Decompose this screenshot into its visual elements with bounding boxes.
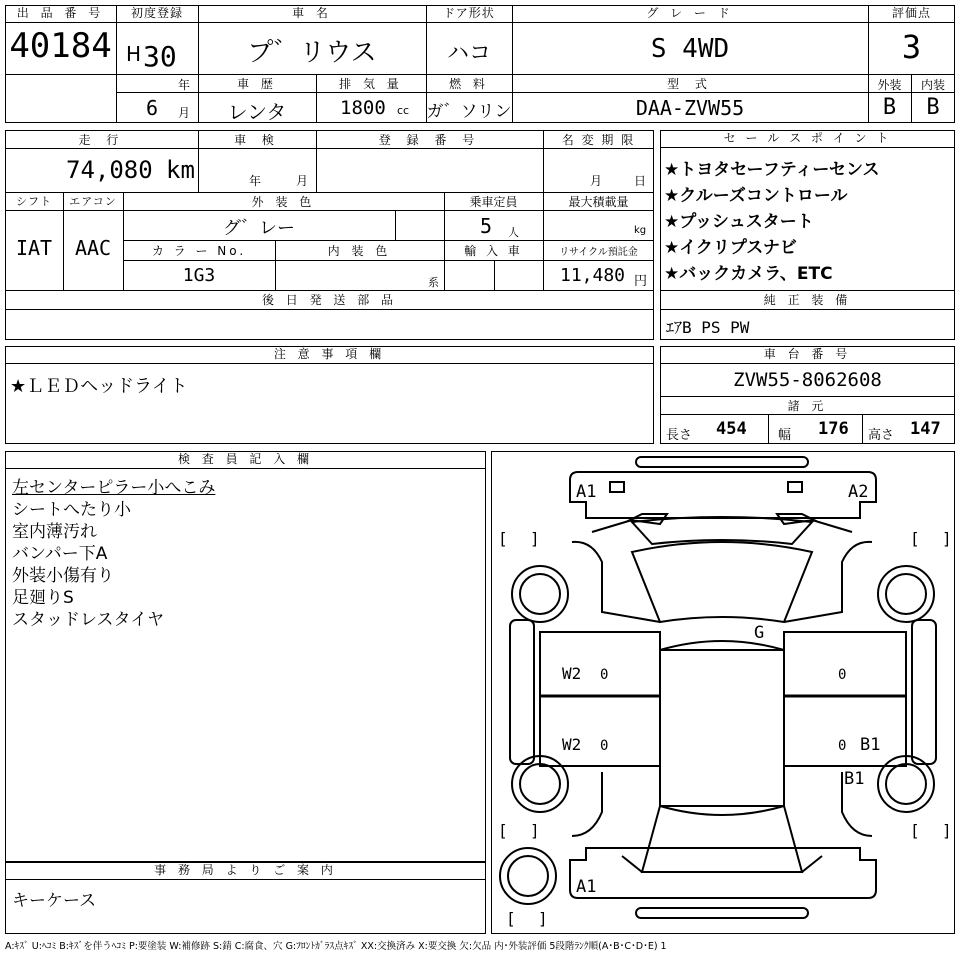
car-diagram-svg [492,452,954,933]
interior-color-unit: 系 [428,276,439,289]
inspector-note: 外装小傷有り [12,566,114,586]
diagram-label-a1-front: A1 [576,482,597,502]
displacement-unit: cc [397,104,410,117]
notes-label: 注 意 事 項 欄 [5,346,654,364]
name-change-label: 名 変 期 限 [561,133,636,147]
inspector-note: バンパー下A [12,544,108,564]
model: DAA-ZVW55 [635,96,745,120]
load-unit: kg [634,225,647,236]
office-label: 事 務 局 よ り ご 案 内 [5,862,486,880]
recycle-unit: 円 [634,274,648,289]
color-number: 1G3 [182,265,216,286]
sales-point: ★プッシュスタート [664,212,814,232]
name-change-month-unit: 月 [590,174,603,188]
inspector-note: 室内薄汚れ [12,522,97,542]
max-load-label: 最大積載量 [568,195,629,209]
inspection-year-unit: 年 [249,174,262,188]
year-unit: 年 [178,78,191,92]
score-label: 評価点 [868,5,955,23]
exterior-color: グ゛レー [223,218,295,239]
inspector-note: 足廻りS [12,588,74,608]
equipment: ｴｱB PS PW [666,318,750,337]
chassis-number-label: 車 台 番 号 [660,346,955,364]
exterior-color-label: 外 装 色 [251,195,316,209]
notes: ★ＬＥＤヘッドライト [10,376,188,397]
month-unit: 月 [178,106,191,120]
diagram-bracket-close: ] [530,529,540,548]
length-label: 長さ [666,428,693,443]
shift-type: IAT [15,236,53,260]
damage-diagram [491,451,955,934]
diagram-bracket-open: [ [506,909,516,928]
import-label: 輸 入 車 [464,244,523,258]
displacement: 1800 [340,97,386,119]
mileage-label: 走 行 [78,133,125,147]
inspector-note: 左センターピラー小へこみ [12,478,216,498]
inspector-notes [12,473,482,630]
fuel-label: 燃 料 [449,77,489,91]
color-number-label: カ ラ ー No. [151,244,247,258]
displacement-label: 排 気 量 [339,77,403,91]
diagram-label-zero-right-front-door: 0 [838,667,847,683]
shift-label: シフト [16,195,52,208]
grade: S 4WD [650,34,730,64]
era-letter: H [126,42,142,66]
interior-grade-label: 内装 [920,78,945,92]
diagram-label-zero-left-front-door: 0 [600,667,609,683]
diagram-bracket-open: [ [498,821,508,840]
recycle-fee: 11,480 [560,265,626,286]
diagram-label-zero-left-rear-door: 0 [600,738,609,754]
sales-point: ★バックカメラ、ETC [664,264,833,284]
mileage: 74,080 [66,156,153,184]
interior-grade: B [926,95,940,120]
diagram-label-w2-left-front-door: W2 [562,664,582,683]
sales-point: ★イクリプスナビ [664,238,797,258]
diagram-bracket-close: ] [942,529,952,548]
later-parts-label: 後 日 発 送 部 品 [261,293,398,307]
history-label: 車 歴 [237,77,277,91]
diagram-label-b1-right-rear-door: B1 [860,735,881,755]
sales-points-list [664,155,954,285]
ac-label: エアコン [69,195,117,208]
diagram-label-a2-front: A2 [848,482,869,502]
lot-number-label: 出 品 番 号 [5,5,116,23]
registration-year: 30 [143,40,177,73]
inspector-note: シートへたり小 [12,500,131,520]
history: レンタ [227,100,287,124]
diagram-label-a1-rear: A1 [576,877,597,897]
length: 454 [716,419,747,439]
capacity-unit: 人 [508,226,519,239]
name-change-day-unit: 日 [634,174,647,188]
inspection-label: 車 検 [234,133,280,147]
diagram-label-g-roof: G [754,623,765,643]
car-name-label: 車 名 [198,5,426,23]
specs-label: 諸 元 [787,399,828,413]
width-label: 幅 [778,428,792,443]
mileage-unit: km [166,156,195,184]
ac-type: AAC [74,236,112,260]
diagram-label-b1-right-rear-fender: B1 [844,769,865,789]
diagram-bracket-close: ] [538,909,548,928]
exterior-grade-label: 外装 [877,78,902,92]
sales-points-label: セ ー ル ス ポ イ ン ト [660,130,955,148]
diagram-label-zero-right-rear-door: 0 [838,738,847,754]
office-note: キーケース [12,891,97,911]
height-label: 高さ [868,428,895,443]
lot-number: 40184 [9,26,112,66]
capacity: 5 [480,214,493,238]
recycle-label: リサイクル預託金 [559,247,638,258]
exterior-grade: B [882,95,897,120]
legend: A:ｷｽﾞ U:ﾍｺﾐ B:ｷｽﾞを伴うﾍｺﾐ P:要塗装 W:補修跡 S:錆 C:腐食、穴 G:ﾌﾛﾝﾄｶﾞﾗｽ点ｷｽﾞ XX:交換済み X:要交換 欠:欠品 内･外装評価 5段階ﾗﾝｸ順(A･B･C･D･E) 1 [5,941,667,952]
first-registration-label: 初度登録 [116,5,198,23]
inspection-month-unit: 月 [296,174,309,188]
chassis-number: ZVW55-8062608 [733,369,882,391]
diagram-bracket-open: [ [498,529,508,548]
sales-point: ★クルーズコントロール [664,186,848,206]
diagram-bracket-close: ] [530,821,540,840]
door-type: ハコ [446,41,491,66]
width: 176 [818,419,849,439]
height: 147 [910,419,941,439]
sales-point: ★トヨタセーフティーセンス [664,160,880,180]
inspector-label: 検 査 員 記 入 欄 [5,451,486,469]
registration-month: 6 [146,96,159,120]
score: 3 [901,28,922,66]
registration-number-label: 登 録 番 号 [378,133,481,147]
car-name: プ゛リウス [247,38,377,68]
fuel: ガ゛ソリン [426,102,512,122]
grade-label: グ レ ー ド [512,5,868,23]
interior-color-label: 内 装 色 [327,244,392,258]
capacity-label: 乗車定員 [469,195,518,209]
diagram-bracket-open: [ [910,821,920,840]
diagram-bracket-close: ] [942,821,952,840]
equipment-label: 純 正 装 備 [763,293,852,307]
inspector-note: スタッドレスタイヤ [12,610,165,630]
diagram-bracket-open: [ [910,529,920,548]
model-label: 型 式 [667,77,713,91]
diagram-label-w2-left-rear-door: W2 [562,735,582,754]
door-type-label: ドア形状 [426,5,512,23]
